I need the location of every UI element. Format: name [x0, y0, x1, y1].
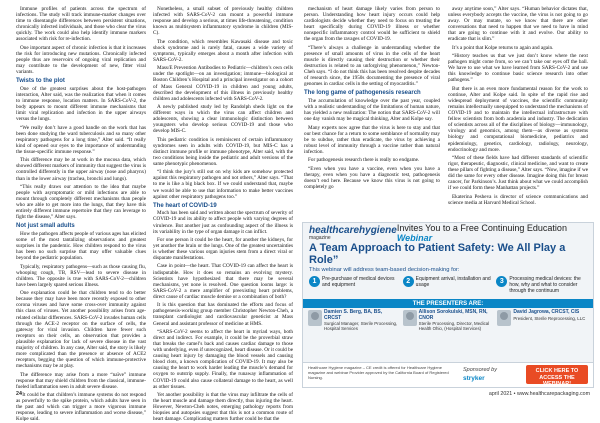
- step-number: 2: [403, 276, 414, 287]
- paragraph: This difference may be at work in the mucosa data, which showed different markers of immunity that suggest the virus is controlled differently in the upper airway (nose and pharynx) than in the lower airway (trachea, bronchi and lungs).: [16, 157, 147, 182]
- paragraph: “I think the jury’s still out on why kids are somehow protected against this respiratory pathogen and not others,” Alter says. “That to me is like a big black box. If we could understand that, maybe we would be able to use that information to make better vaccines against other respiratory pathogens too.”: [153, 169, 293, 200]
- paragraph: A newly published study led by Randolph sheds light on the different ways in which the virus can affect children and adolescents, showing a clear immunologic distinction between youngsters who develop serious COVID-19 and those who develop MIS-C.: [153, 103, 293, 135]
- paragraph: How the pathogen affects people of various ages has elicited some of the most tantalizing observations and greatest surprises in the pandemic. How children respond to the virus has been no such surprise that may offer valuable clues beyond the pediatric population.: [16, 230, 146, 262]
- paragraph: It is this question that has dominated the efforts and focus of pathogenesis-working group member Christopher Newton-Cheh, a transplant cardiologist and cardiovascular geneticist at Mass General and assistant professor of medicine at HMS.: [153, 302, 293, 327]
- article-column-2: [153, 6, 293, 423]
- article-column-4: [448, 6, 588, 218]
- avatar: [497, 310, 511, 326]
- page-footer-right: april 2021 • www.healthcarepackaging.com: [488, 391, 590, 397]
- section-heading: The heart of COVID-19: [153, 202, 217, 209]
- paragraph: It’s a point that Kolpe returns to again and again.: [452, 44, 554, 51]
- paragraph: One important aspect of chronic infection is that it increases the risk for introducing new mutations. Chronically infected people thus are reservoirs of ongoing viral replication and may contribute to the development of new, fitter viral variants.: [16, 44, 146, 76]
- paragraph: This pediatric condition is reminiscent of certain inflammatory syndromes seen in adults with COVID-19, but MIS-C has a distinct immune profile or immune phenotype, Alter said, with the two conditions being inside the pediatric and adult versions of the same phenotypic phenomenon.: [153, 136, 293, 167]
- paragraph: Ekaterina Pesheva is director of science communications and science media at Harvard Medical School.: [448, 193, 588, 206]
- avatar: [403, 310, 417, 326]
- step-text: Pre-purchase of medical devices and equipment: [322, 276, 395, 288]
- paragraph: Much has been said and written about the spectrum of severity of COVID-19 and its ability to affect people with varying degrees of virulence. But another just as confounding aspect of the illness is its variability in the type of organ damage it can inflict.: [153, 210, 293, 235]
- presenter: [403, 310, 494, 331]
- paragraph: The condition, which resembles Kawasaki disease and toxic shock syndrome and is rarely fatal, causes a wide variety of symptoms, typically emerges about a month after infection with SARS-CoV-2.: [153, 38, 293, 63]
- presenter-name: Damien S. Berg, BA, BS, CRCST: [324, 309, 383, 321]
- ce-disclaimer: Healthcare Hygiene magazine – CE credit is offered for Healthcare Hygiene magazine and webinar Provider approved by the California Board of Registered Nursing.: [308, 365, 449, 380]
- paragraph: Yet another possibility is that the virus may infiltrate the cells of the heart muscle and damage them directly, thus injuring the heart. However, Newton-Cheh notes, emerging pathology reports from biopsies and autopsies suggest that this is not a common route of heart damage. Complicating matters further could be that the: [153, 391, 293, 423]
- paragraph: “This really draws our attention to the idea that maybe people with asymptomatic or mild infections are able to mount through completely different mechanisms than people who are able to get more into the lungs, that they have this entirely different immune repertoire that they can leverage to fight the disease,” Alter says.: [16, 183, 146, 221]
- paragraph: “Even when you have a vaccine, even when you have a therapy, even when you have a diagnostic test, pathogenesis doesn’t end here. Because we know this virus is not going to completely go: [304, 165, 440, 190]
- ad-headline: A Team Approach to Patient Safety: We All Play a Role”: [309, 242, 566, 266]
- paragraph: One of the greatest surprises about the host-pathogen interaction, Alter said, was the realization that when it comes to immune response, location matters. In SARS-CoV-2, the body appears to mount different immune mechanisms that limit viral replication and infection in the upper airways versus the lungs.: [16, 85, 146, 123]
- step-item: [309, 276, 400, 294]
- paragraph: “History teaches us that we just don’t know where the next pathogen might come from, so we can’t take our eyes off the ball. We have to use what we have learned from SARS-CoV-2 and use this knowledge to continue basic science research into other pathogens.”: [448, 53, 588, 84]
- magazine-logo: healthcarehygiene magazine: [309, 225, 397, 241]
- presenters-list: [303, 310, 593, 331]
- paragraph: “We really don’t have a good handle on the work that has been done studying the ward tuberculosis and so many other respiratory pathogens for a long time,” Alter said. “It really kind of opened our eyes to the importance of understanding the tissue-specific immune response.”: [16, 124, 146, 155]
- sponsor-logo: stryker: [463, 375, 485, 382]
- webinars-label: Invites You to a Free Continuing Education Webinar: [396, 223, 567, 243]
- presenter-name: Allison Sorokulski, MSN, RN, CNOR: [418, 309, 488, 321]
- presenter-name: David Jagrowa, CRCST, CIS: [513, 309, 580, 315]
- paragraph: mechanism of heart damage likely varies from person to person. Understanding how heart injury occurs could help cardiologists decide whether they need to focus on treating the heart specifically during COVID-19 illness or whether nonspecific inflammatory control would be sufficient to shield the organ from the ravages of COVID-19.: [304, 6, 440, 43]
- decision-steps: [303, 274, 593, 296]
- paragraph: Nonetheless, a small subset of previously healthy children infected with SARS-CoV-2 can mount a powerful immune response and develop a serious, at times life-threatening, condition known as multisystem inflammatory syndrome in children (MIS-C).: [153, 6, 293, 37]
- step-text: Processing medical devices: the how, why and what to consider through the continuum: [509, 276, 581, 294]
- issue-date: april 2021: [488, 391, 513, 397]
- paragraph: “There’s always a challenge in understanding whether the presence of small amounts of virus in the cells of the heart muscle is directly causing their destruction or whether their destruction is related to an unforgiving phenomenon,” Newton-Cheh says. “I do not think this has been resolved despite decades of research since, the 1950s documenting the presence of viral genomes in cardiac cells in the setting of myocarditis.”: [304, 44, 440, 88]
- paragraph: “Most of these fields have had different standards of scientific rigor, therapeutic, diagnostic, clinical medicine, and want to create these pillars of fighting a disease,” Alter says. “Now, imagine if we did the same for every other disease. Imagine doing this for breast cancer, for Parkinson’s. Just think about what we could accomplish if we could form these Manhattan projects.”: [448, 154, 588, 192]
- ad-footer: [303, 362, 593, 387]
- page-footer-left: [16, 391, 306, 397]
- logo-subtitle: magazine: [309, 235, 331, 241]
- step-number: 3: [496, 276, 507, 287]
- paragraph: Mass/E Prevention Antibodies to Pediatric—children’s own cells under the spotlight—on an investigation; immune—biological at Boston Children’s Hospital and a principal investigator on a cohort of Mass General COVID-19 in children and young adults, described the development of this illness in previously healthy children and adolescents infected with SARS-CoV-2.: [153, 65, 293, 102]
- presenter: [497, 310, 588, 331]
- presenter-info: Surgical Manager, Sterile Processing, Hospital Services: [324, 321, 398, 332]
- paragraph: away anytime soon,” Alter says. “Human behavior dictates that, unless everybody accepts the vaccine, the virus is not going to go away. Or may mutate, so we know that there are other conversations that need to happen that we need to have in mind that are going to continue with it and evolve. Our ability to eradicate that is slim.”: [448, 6, 588, 43]
- paragraph: For one person it could be the heart, for another the kidneys, for yet another the brain or the lungs. One of the greatest uncertainties is whether these various organ injuries stem from a direct viral or disparate manifestations.: [153, 236, 293, 262]
- presenter-info: President, Sterile Reprocessing, LLC: [513, 315, 586, 321]
- step-item: [403, 276, 494, 294]
- paragraph: The difference may arise from a more “naïve” immune response that may shield children from the classical, immune-fueled inflammation seen in adult severe disease.: [16, 371, 146, 390]
- paragraph: Immune profiles of patients across the spectrum of infections. The study will track immune-marker changes over time to disentangle differences between persistent situations, chronically infected individuals, and those who clear the virus quickly. The work could also help identify immune markers associated with risk for re-infection.: [16, 6, 146, 43]
- paragraph: Typically, respiratory pathogens—such as those causing flu, whooping cough, TB, RSV—lead to severe disease in children. The opposite is true with SARS-CoV-2—children have been largely spared serious illness.: [16, 263, 146, 288]
- step-number: 1: [309, 276, 320, 287]
- paragraph: For pathogenesis research there is really no endgame.: [308, 157, 420, 164]
- access-webinar-button[interactable]: CLICK HERE TO ACCESS THE WEBINAR!: [526, 365, 588, 384]
- section-heading: Not just small adults: [16, 223, 75, 230]
- page-number: 24: [16, 391, 22, 397]
- avatar: [308, 310, 322, 326]
- section-heading: Twists to the plot: [16, 78, 65, 85]
- paragraph: Case in point—the heart. That COVID-19 can affect the heart is indisputable. How it does so remains an evolving mystery. Scientists have hypothesized that there may be several mechanisms, yet none is resolved. One question looms large: is SARS-CoV-2 a mere amplifier of preexisting heart problems, direct cause of cardiac muscle demise or a combination of both?: [153, 263, 293, 300]
- paragraph: The accumulation of knowledge over the past year, coupled with a realistic understanding of the limitations of human nature, has yielded a new realization: The notion that SARS-CoV-2 will one day vanish may be magical thinking, Alter and Kolpe say.: [304, 98, 440, 123]
- paragraph: One explanation could be that children tend to do better because they may have been more recently exposed to other corona viruses and have some cross-over immunity against this class of viruses. Yet another possibility arises from age-related cellular differences. SARS-CoV-2 invades human cells through the ACE-2 receptor on the surface of cells, the gateway for viral invasion. Children have fewer such receptors on their cells, an observation that provides a plausible explanation for lack of severe disease in the vast majority of children. In any case, Alter said, the story is likely more complicated than the presence or absence of ACE2 receptors, begging the question of which immune-protective mechanisms may be at play.: [16, 290, 146, 370]
- paragraph: But there is an even more fundamental reason for the work to continue, Alter and Kolpe said. In spite of the rapid rise and widespread deployment of vaccines, the scientific community remains intellectually unequipped to understand the mechanisms of COVID-19 and to maintain the intellectual infrastructure with fellow scientists from both academia and industry. The dedication of scientists across all of the disciplines of biology—immunology, virology and genomics, among them—as diverse as systems biology and computational biomedicine, pediatrics and epidemiology, genetics, cardiology, radiology, neurology, endocrinology and more.: [448, 85, 588, 153]
- paragraph: “SARS-CoV-2 seems to affect the heart in myriad ways, both direct and indirect. For example, it could be the proverbial straw that breaks the camel’s back and causes cardiac damage to those with underlying, even if unrecognized, heart disease. Or it could be causing heart injury by damaging the blood vessels and causing blood clots, a known complication of COVID-19. It may also be causing the heart to work harder leading the muscle’s demand for oxygen to outstrip supply. Finally, the runaway inflammation of COVID-19 could also cause collateral damage to the heart, as well as other tissues.: [153, 328, 293, 390]
- presenter: [308, 310, 399, 331]
- paragraph: “It could be that children’s immune systems do not respond as powerfully to the spike protein, which adults have seen in the past and which can trigger a more vigorous immune response, leading to severe inflammation and worse disease,” Kolpe said.: [16, 392, 146, 423]
- presenters-heading: THE PRESENTERS ARE:: [303, 299, 593, 308]
- section-heading: The long game of pathogenesis research: [304, 90, 421, 97]
- ad-subhead: This webinar will address team-based decision-making for:: [309, 267, 460, 273]
- sponsor-label: Sponsored by: [463, 367, 497, 373]
- website-link[interactable]: www.healthcarepackaging.com: [516, 391, 590, 397]
- article-column-3: [304, 6, 440, 218]
- paragraph: Many experts now agree that the virus is here to stay and that our best chance for a return to some semblance of normality may be to subdue, rather than eradicate, the virus by achieving a robust level of immunity through a vaccine rather than natural infection.: [304, 124, 440, 155]
- webinar-advertisement[interactable]: [302, 222, 594, 388]
- step-text: Equipment arrival, installation and usage: [415, 276, 491, 288]
- step-item: [496, 276, 587, 294]
- presenter-info: Sterile Processing, Director, Medical Health Ohio, (Hospital Services): [418, 321, 490, 332]
